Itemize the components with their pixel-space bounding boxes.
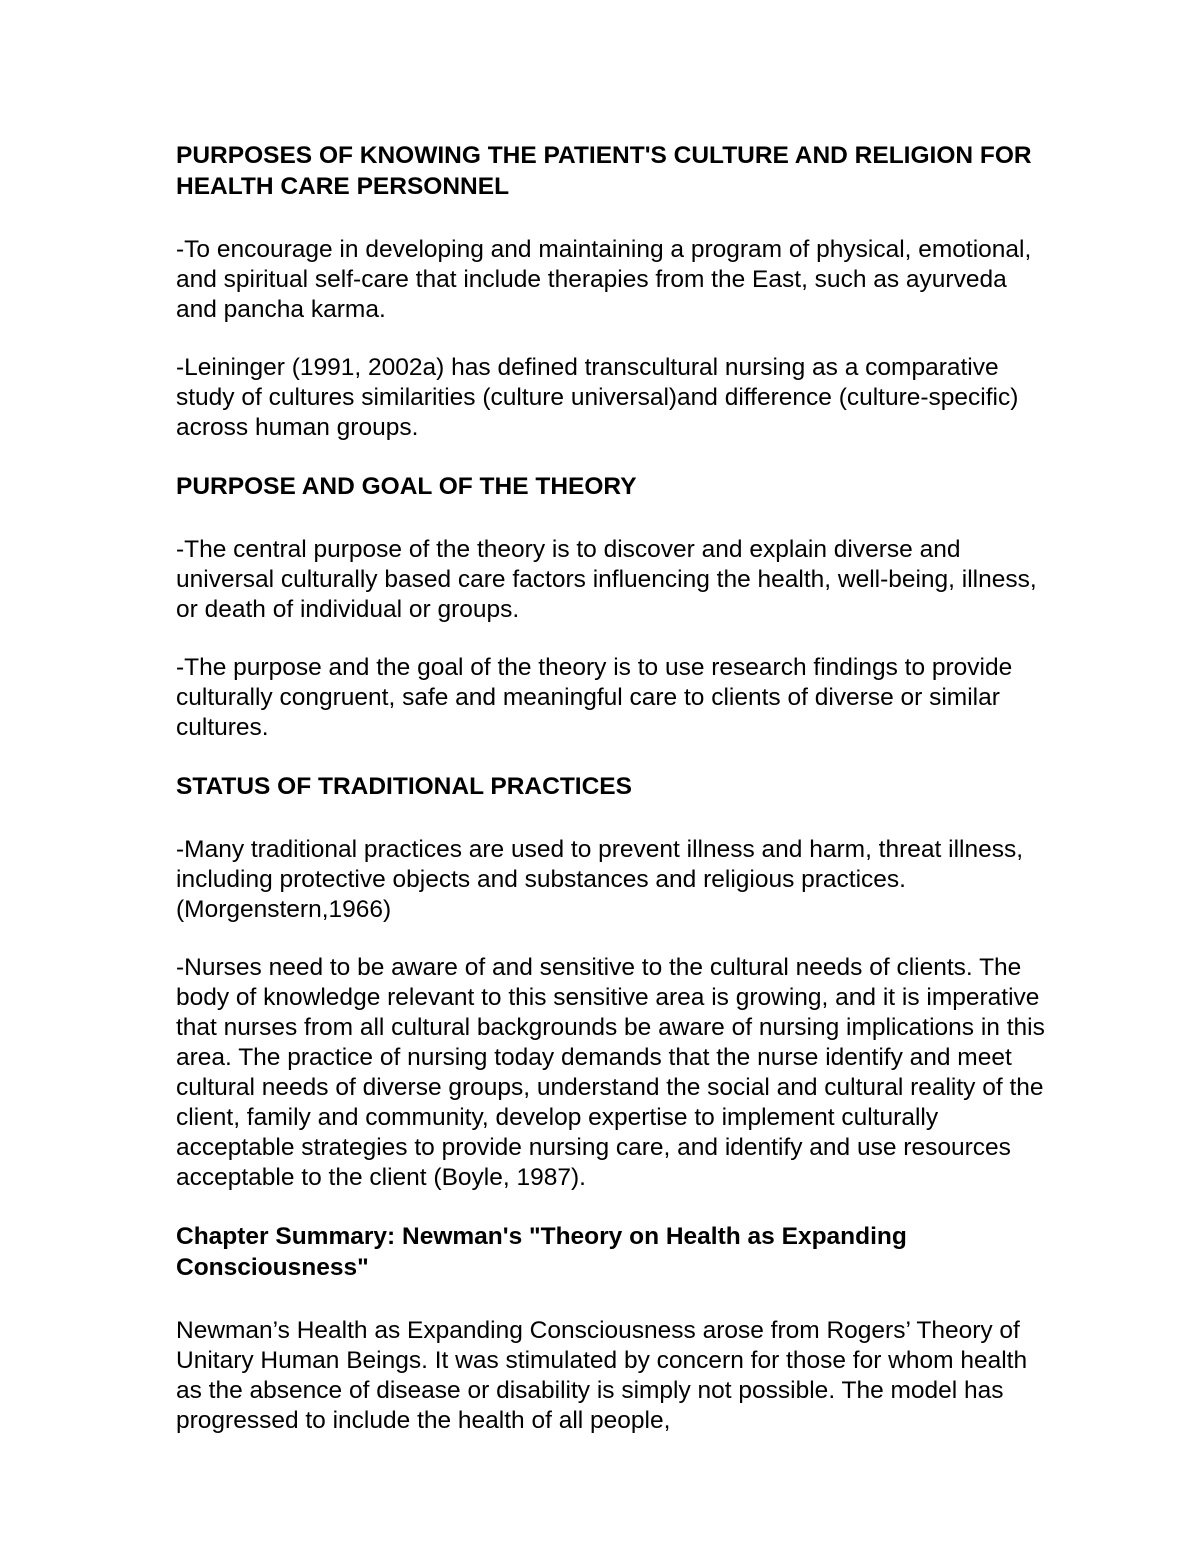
paragraph-purpose-and-goal: -The purpose and the goal of the theory is to use research findings to provide culturally congruent, safe and meaningful care to clients of diverse or similar cultures. bbox=[176, 654, 1013, 741]
section-heading-purposes-of-knowing: PURPOSES OF KNOWING THE PATIENT'S CULTURE AND RELIGION FOR HEALTH CARE PERSONNEL bbox=[176, 142, 1032, 200]
section-heading-purpose-and-goal: PURPOSE AND GOAL OF THE THEORY bbox=[176, 473, 637, 500]
paragraph-leininger-definition: -Leininger (1991, 2002a) has defined transcultural nursing as a comparative study of cultures similarities (culture universal)and difference (culture-specific) across human groups. bbox=[176, 354, 1019, 441]
paragraph-central-purpose: -The central purpose of the theory is to discover and explain diverse and universal culturally based care factors influencing the health, well-being, illness, or death of individual or groups. bbox=[176, 536, 1037, 623]
section-heading-traditional-practices: STATUS OF TRADITIONAL PRACTICES bbox=[176, 773, 632, 800]
paragraph-traditional-practices: -Many traditional practices are used to prevent illness and harm, threat illness, including protective objects and substances and religious practices.(Morgenstern,1966) bbox=[176, 836, 1024, 923]
document-page bbox=[176, 140, 1046, 1436]
paragraph-nurses-awareness: -Nurses need to be aware of and sensitive to the cultural needs of clients. The body of knowledge relevant to this sensitive area is growing, and it is imperative that nurses from all cultural backgrounds be aware of nursing implications in this area. The practice of nursing today demands that the nurse identify and meet cultural needs of diverse groups, understand the social and cultural reality of the client, family and community, develop expertise to implement culturally acceptable strategies to provide nursing care, and identify and use resources acceptable to the client (Boyle, 1987). bbox=[176, 954, 1045, 1191]
paragraph-newman-summary: Newman’s Health as Expanding Consciousness arose from Rogers’ Theory of Unitary Human Beings. It was stimulated by concern for those for whom health as the absence of disease or disability is simply not possible. The model has progressed to include the health of all people, bbox=[176, 1317, 1028, 1434]
section-heading-chapter-summary: Chapter Summary: Newman's "Theory on Health as Expanding Consciousness" bbox=[176, 1223, 907, 1281]
paragraph-self-care-program: -To encourage in developing and maintaining a program of physical, emotional, and spiritual self-care that include therapies from the East, such as ayurveda and pancha karma. bbox=[176, 236, 1032, 323]
